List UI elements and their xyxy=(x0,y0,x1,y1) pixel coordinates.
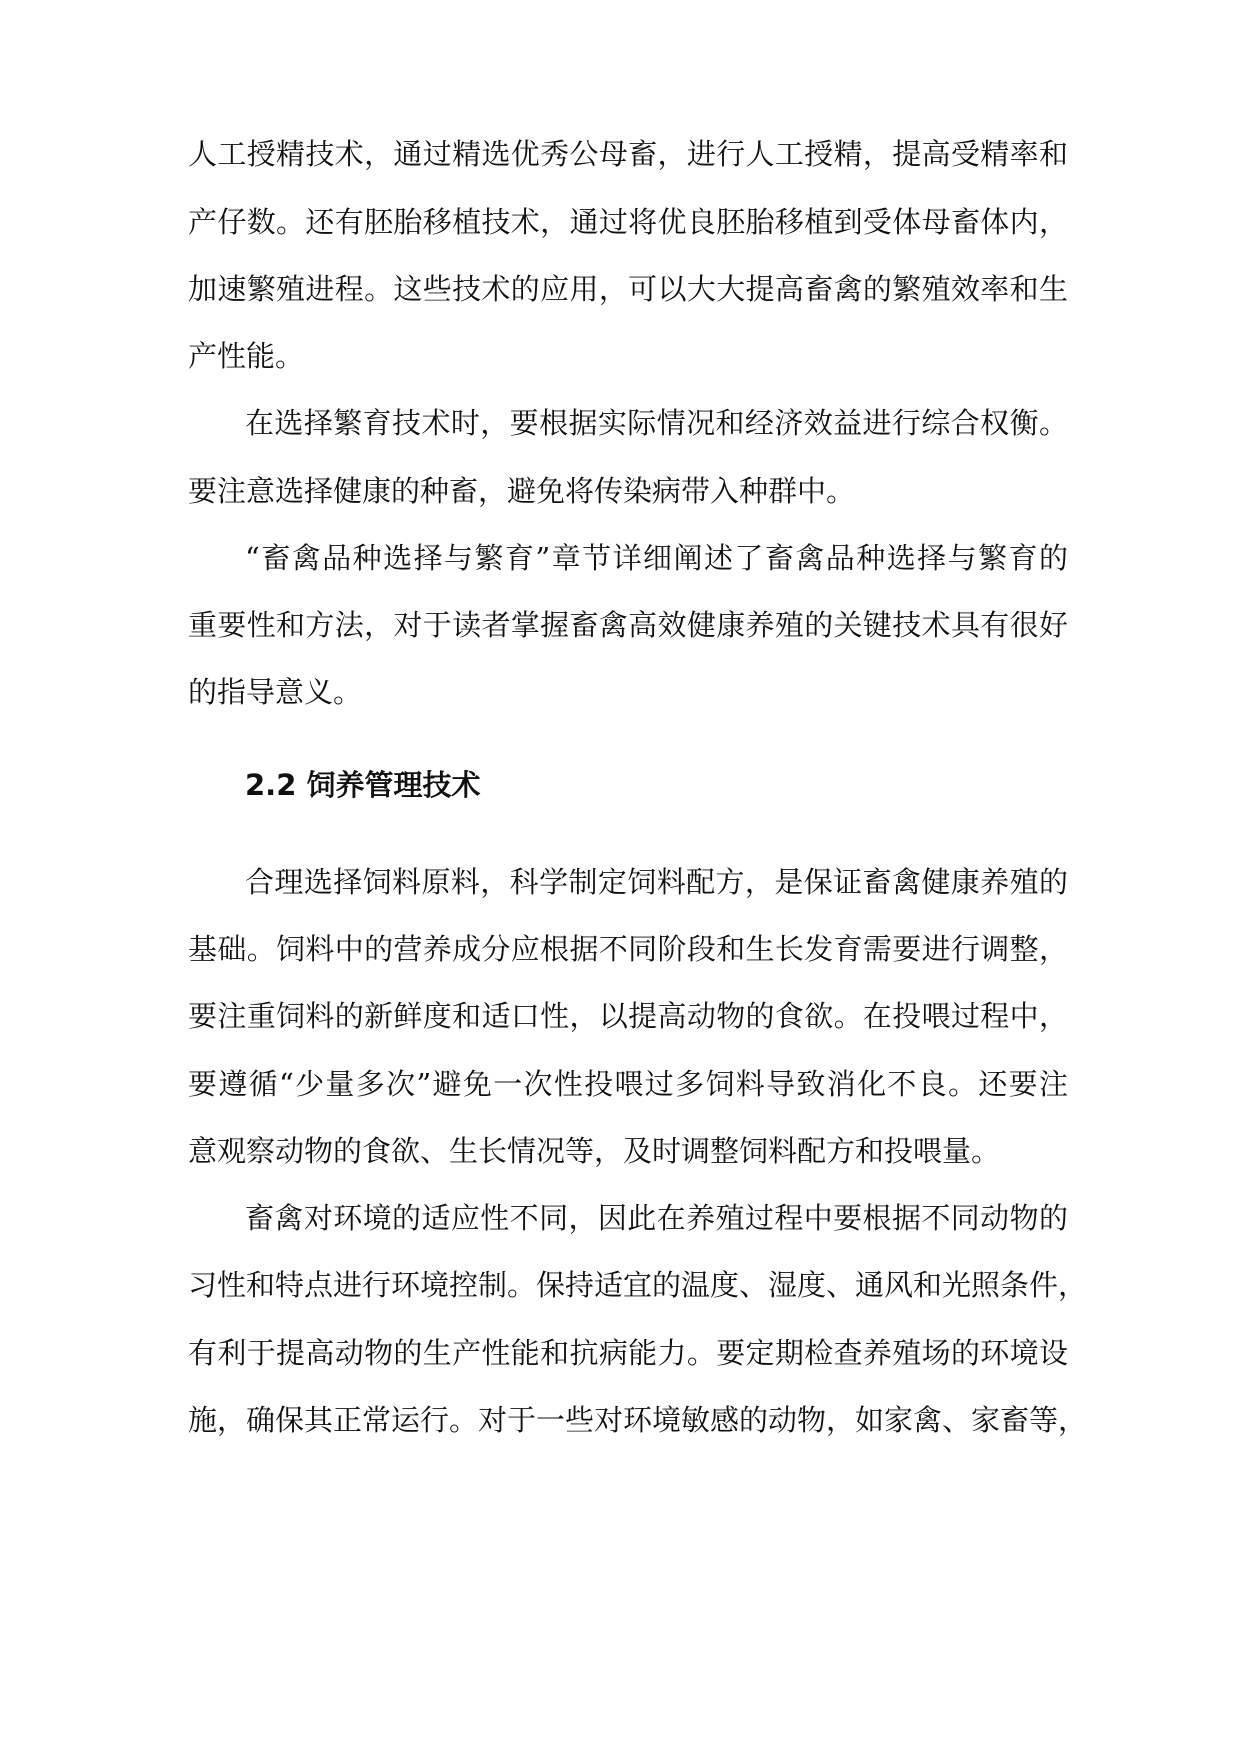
paragraph-1-line-4: 产性能。 xyxy=(188,339,305,373)
paragraph-2-line-2: 要注意选择健康的种畜，避免将传染病带入种群中。 xyxy=(188,474,856,508)
paragraph-3-line-2: 重要性和方法，对于读者掌握畜禽高效健康养殖的关键技术具有很好 xyxy=(188,608,1068,642)
paragraph-1-line-3: 加速繁殖进程。这些技术的应用，可以大大提高畜禽的繁殖效率和生 xyxy=(188,272,1068,306)
paragraph-5-line-2: 习性和特点进行环境控制。保持适宜的温度、湿度、通风和光照条件， xyxy=(188,1268,1088,1302)
paragraph-4-line-4: 要遵循“少量多次”避免一次性投喂过多饲料导致消化不良。还要注 xyxy=(188,1067,1068,1101)
paragraph-4-line-1: 合理选择饲料原料，科学制定饲料配方，是保证畜禽健康养殖的 xyxy=(245,865,1068,899)
paragraph-5-line-1: 畜禽对环境的适应性不同，因此在养殖过程中要根据不同动物的 xyxy=(245,1201,1068,1235)
paragraph-3-line-1: “畜禽品种选择与繁育”章节详细阐述了畜禽品种选择与繁育的 xyxy=(245,541,1068,575)
paragraph-5-line-4: 施，确保其正常运行。对于一些对环境敏感的动物，如家禽、家畜等， xyxy=(188,1403,1088,1437)
section-heading: 2.2 饲养管理技术 xyxy=(245,768,481,802)
paragraph-1-line-2: 产仔数。还有胚胎移植技术，通过将优良胚胎移植到受体母畜体内， xyxy=(188,205,1068,239)
paragraph-4-line-3: 要注重饲料的新鲜度和适口性，以提高动物的食欲。在投喂过程中， xyxy=(188,999,1068,1033)
paragraph-4-line-5: 意观察动物的食欲、生长情况等，及时调整饲料配方和投喂量。 xyxy=(188,1134,1001,1168)
paragraph-4-line-2: 基础。饲料中的营养成分应根据不同阶段和生长发育需要进行调整， xyxy=(188,932,1068,966)
paragraph-2-line-1: 在选择繁育技术时，要根据实际情况和经济效益进行综合权衡。 xyxy=(245,406,1068,440)
paragraph-3-line-3: 的指导意义。 xyxy=(188,675,363,709)
paragraph-5-line-3: 有利于提高动物的生产性能和抗病能力。要定期检查养殖场的环境设 xyxy=(188,1336,1068,1370)
paragraph-1-line-1: 人工授精技术，通过精选优秀公母畜，进行人工授精，提高受精率和 xyxy=(188,137,1068,171)
